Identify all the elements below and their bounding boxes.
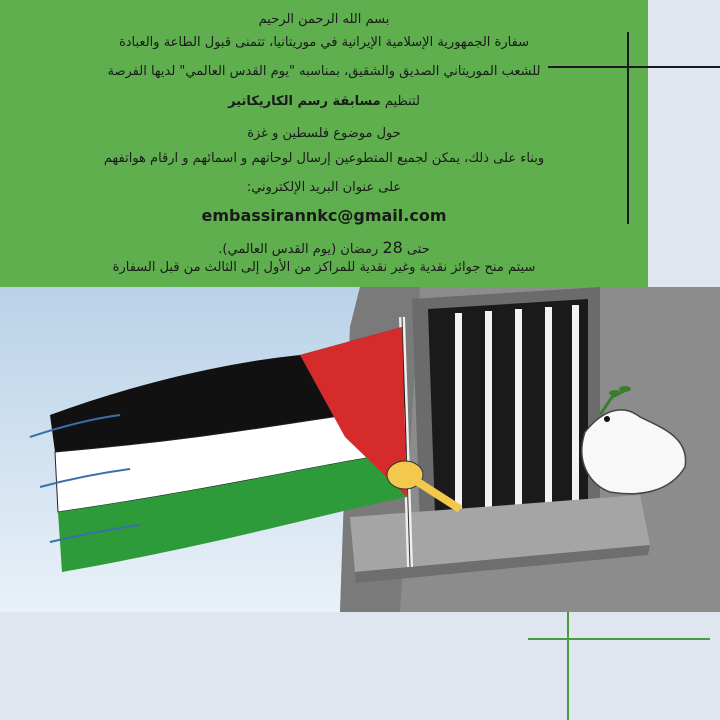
line-8-suffix: رمضان (يوم القدس العالمي). [218,242,383,257]
decorative-horizontal-line-bottom [528,638,710,640]
decorative-horizontal-line [548,66,720,68]
line-8-prefix: حتى [402,242,430,257]
basmala: بسم الله الرحمن الرحيم [258,12,390,27]
announcement-line-4: حول موضوع فلسطين و غزة [247,126,401,141]
line-3-prefix: لتنظيم [380,94,420,109]
window-interior [428,299,588,515]
announcement-line-3 [0,94,648,109]
announcement-line-5: وبناء على ذلك، يمكن لجميع المتطوعين إرسال لوحاتهم و اسمائهم و ارقام هواتفهم [103,151,545,166]
announcement-line-2: للشعب الموريتاني الصديق والشقيق، بمناسبه "يوم القدس العالمي" لديها الفرصة [107,64,541,79]
deadline-day: 28 [382,238,403,257]
announcement-line-1: سفارة الجمهورية الإسلامية الإيرانية في موريتانيا، تتمنى قبول الطاعة والعبادة [118,35,530,50]
competition-title: مسابقة رسم الكاريكاتير [228,94,381,109]
background-bottom [0,612,720,720]
announcement-line-6: على عنوان البريد الإلكتروني: [246,180,402,195]
announcement-line-8 [0,238,648,257]
email-address[interactable]: embassirannkc@gmail.com [201,206,447,225]
decorative-vertical-line [627,32,629,224]
palestine-flag-illustration [0,287,720,612]
announcement-line-9: سيتم منح جوائز نقدية وغير نقدية للمراكز من الأول إلى الثالث من قبل السفارة [112,260,536,275]
announcement-panel [0,0,648,287]
